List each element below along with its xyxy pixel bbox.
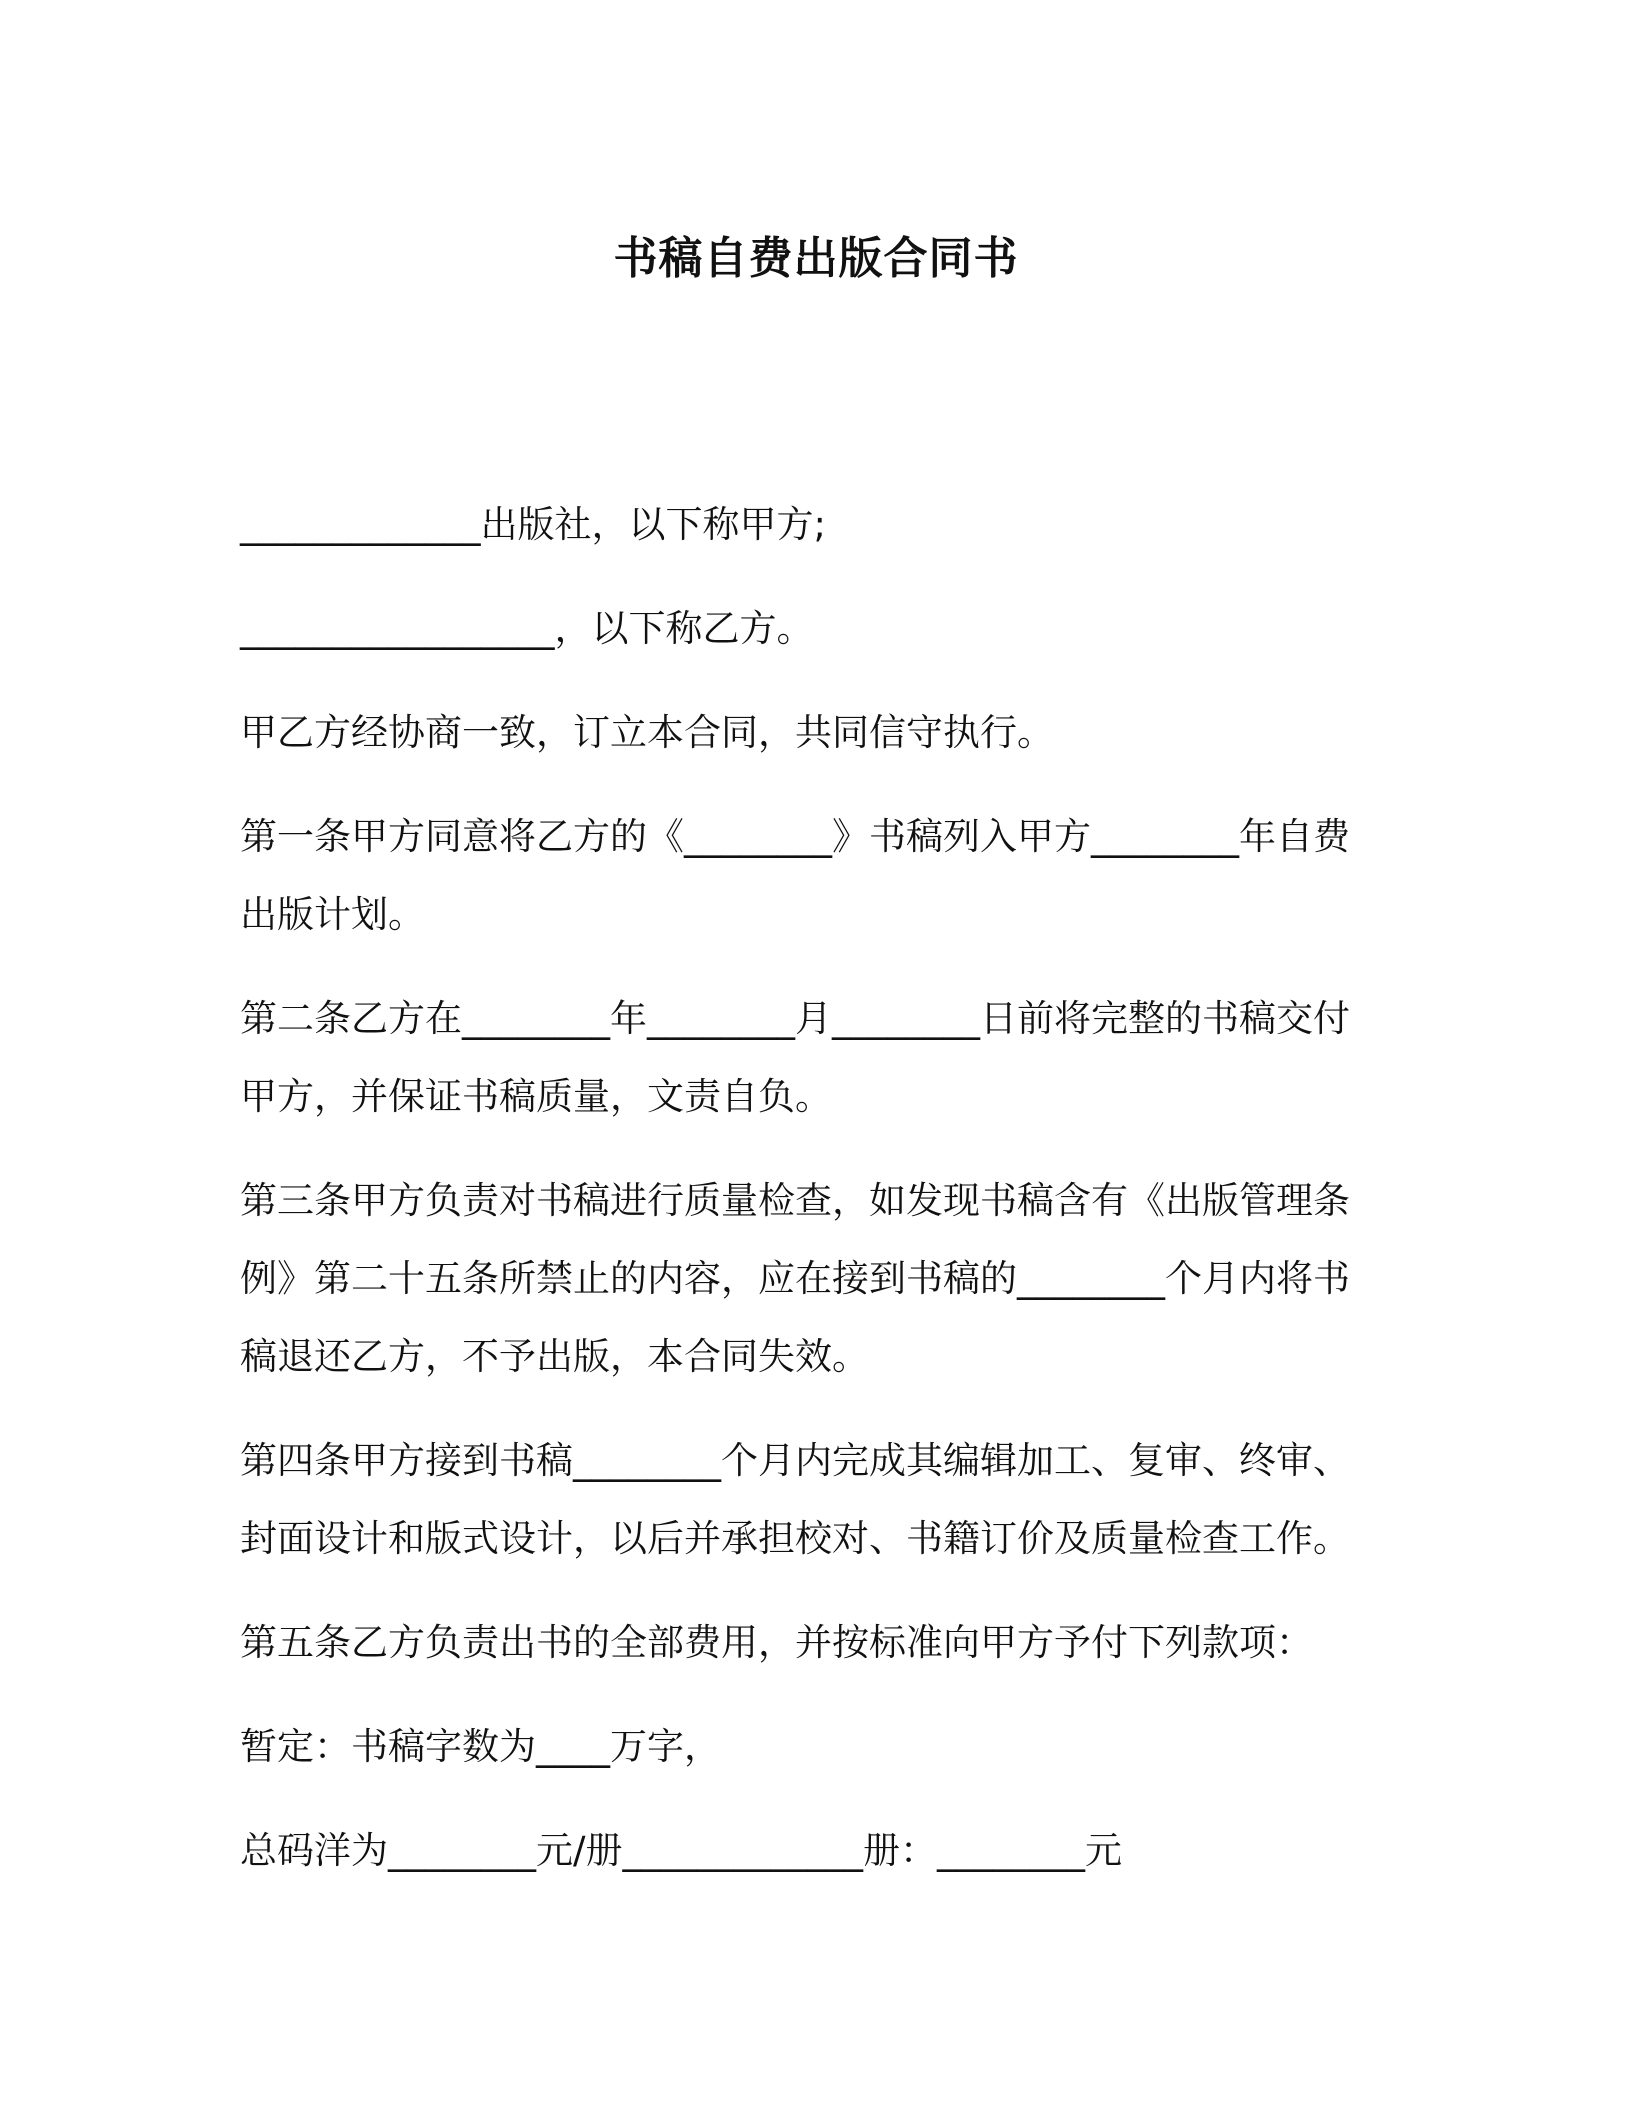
clause-3: 第三条甲方负责对书稿进行质量检查，如发现书稿含有《出版管理条例》第二十五条所禁止的内容，应在接到书稿的________个月内将书稿退还乙方，不予出版，本合同失效。 — [240, 1179, 1350, 1378]
paragraph-publisher-party: _____________出版社，以下称甲方; — [240, 503, 826, 546]
clause-1: 第一条甲方同意将乙方的《________》书稿列入甲方________年自费出版计划。 — [240, 815, 1350, 936]
document-title: 书稿自费出版合同书 — [613, 233, 1019, 284]
word-count-line: 暂定：书稿字数为____万字， — [240, 1725, 721, 1768]
paragraph-agreement-intro: 甲乙方经协商一致，订立本合同，共同信守执行。 — [240, 711, 1054, 754]
clause-4: 第四条甲方接到书稿________个月内完成其编辑加工、复审、终审、封面设计和版式设计，以后并承担校对、书籍订价及质量检查工作。 — [240, 1439, 1350, 1560]
clause-2: 第二条乙方在________年________月________日前将完整的书稿交付甲方，并保证书稿质量，文责自负。 — [240, 997, 1350, 1118]
total-price-line: 总码洋为________元/册_____________册：________元 — [240, 1829, 1122, 1872]
paragraph-author-party: _________________，以下称乙方。 — [240, 607, 814, 650]
clause-5: 第五条乙方负责出书的全部费用，并按标准向甲方予付下列款项： — [240, 1621, 1313, 1664]
